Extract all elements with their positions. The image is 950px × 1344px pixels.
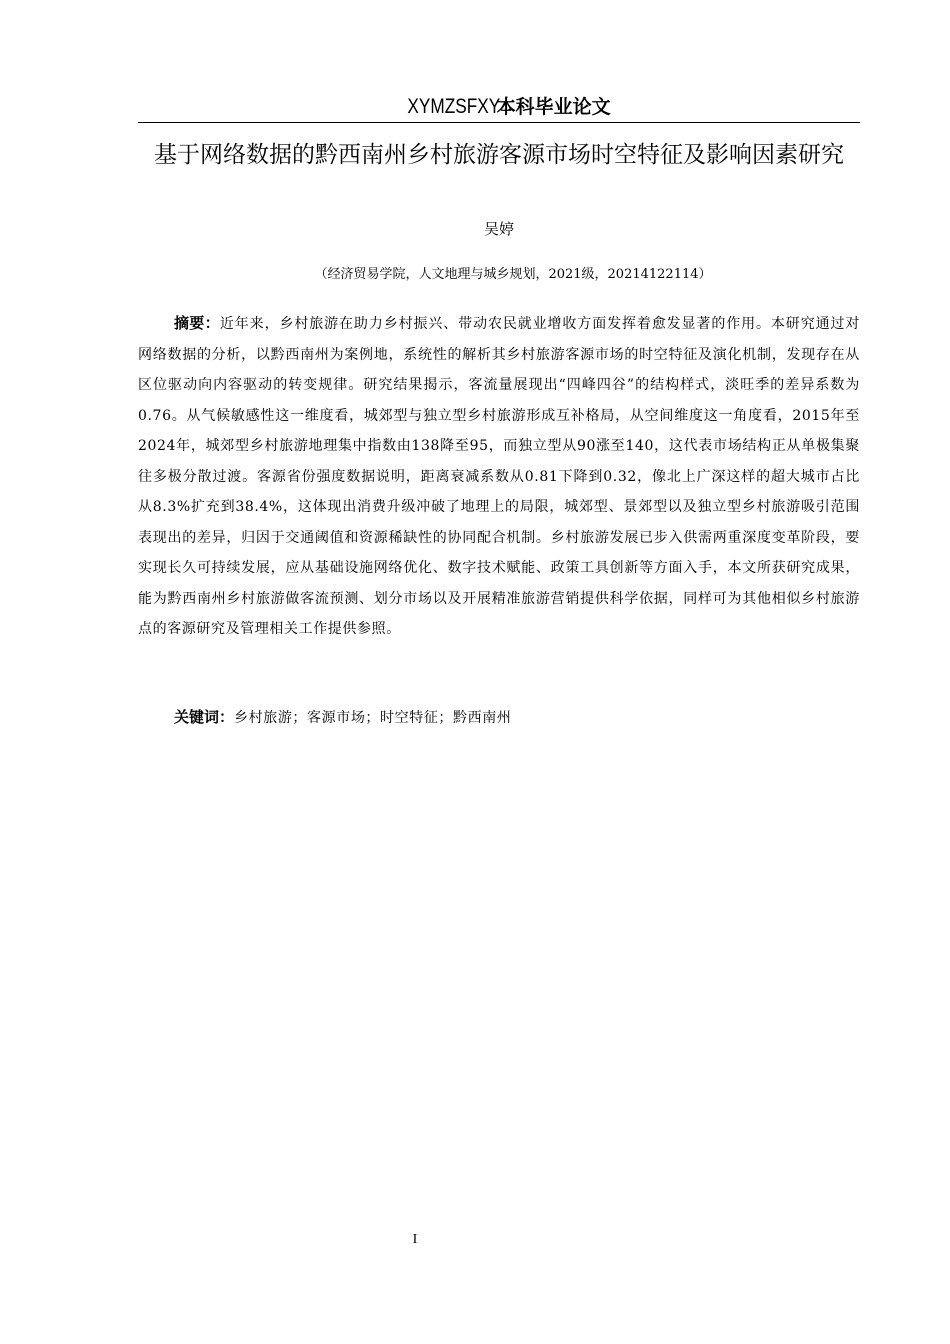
author-name: 吴婷 <box>483 220 514 238</box>
abstract-paragraph <box>138 308 860 645</box>
header-text: 本科毕业论文 <box>496 96 611 118</box>
keywords-line <box>174 705 860 730</box>
keywords-text: 乡村旅游；客源市场；时空特征；黔西南州 <box>234 710 512 726</box>
page-number: I <box>412 1232 418 1247</box>
abstract-label: 摘要： <box>174 314 220 332</box>
author-affiliation: （经济贸易学院，人文地理与城乡规划，2021级，20214122114） <box>314 267 712 282</box>
paper-title: 基于网络数据的黔西南州乡村旅游客源市场时空特征及影响因素研究 <box>154 142 844 168</box>
header-code: XYMZSFXY <box>407 95 501 118</box>
keywords-label: 关键词： <box>174 708 235 726</box>
abstract-text: 近年来，乡村旅游在助力乡村振兴、带动农民就业增收方面发挥着愈发显著的作用。本研究通过对网络数据的分析，以黔西南州为案例地，系统性的解析其乡村旅游客源市场的时空特征及演化机制，发现存在从区位驱动向内容驱动的转变规律。研究结果揭示，客流量展现出“四峰四谷”的结构样式，淡旺季的差异系数为0.76。从气候敏感性这一维度看，城郊型与独立型乡村旅游形成互补格局，从空间维度这一角度看，2015年至2024年，城郊型乡村旅游地理集中指数由138降至95，而独立型从90涨至140，这代表市场结构正从单极集聚往多极分散过渡。客源省份强度数据说明，距离衰减系数从0.81下降到0.32，像北上广深这样的超大城市占比从8.3%扩充到38.4%，这体现出消费升级冲破了地理上的局限，城郊型、景郊型以及独立型乡村旅游吸引范围表现出的差异，归因于交通阈值和资源稀缺性的协同配合机制。乡村旅游发展已步入供需两重深度变革阶段，要实现长久可持续发展，应从基础设施网络优化、数字技术赋能、政策工具创新等方面入手，本文所获研究成果，能为黔西南州乡村旅游做客流预测、划分市场以及开展精准旅游营销提供科学依据，同样可为其他相似乡村旅游点的客源研究及管理相关工作提供参照。 <box>138 316 860 637</box>
running-header <box>138 92 860 123</box>
